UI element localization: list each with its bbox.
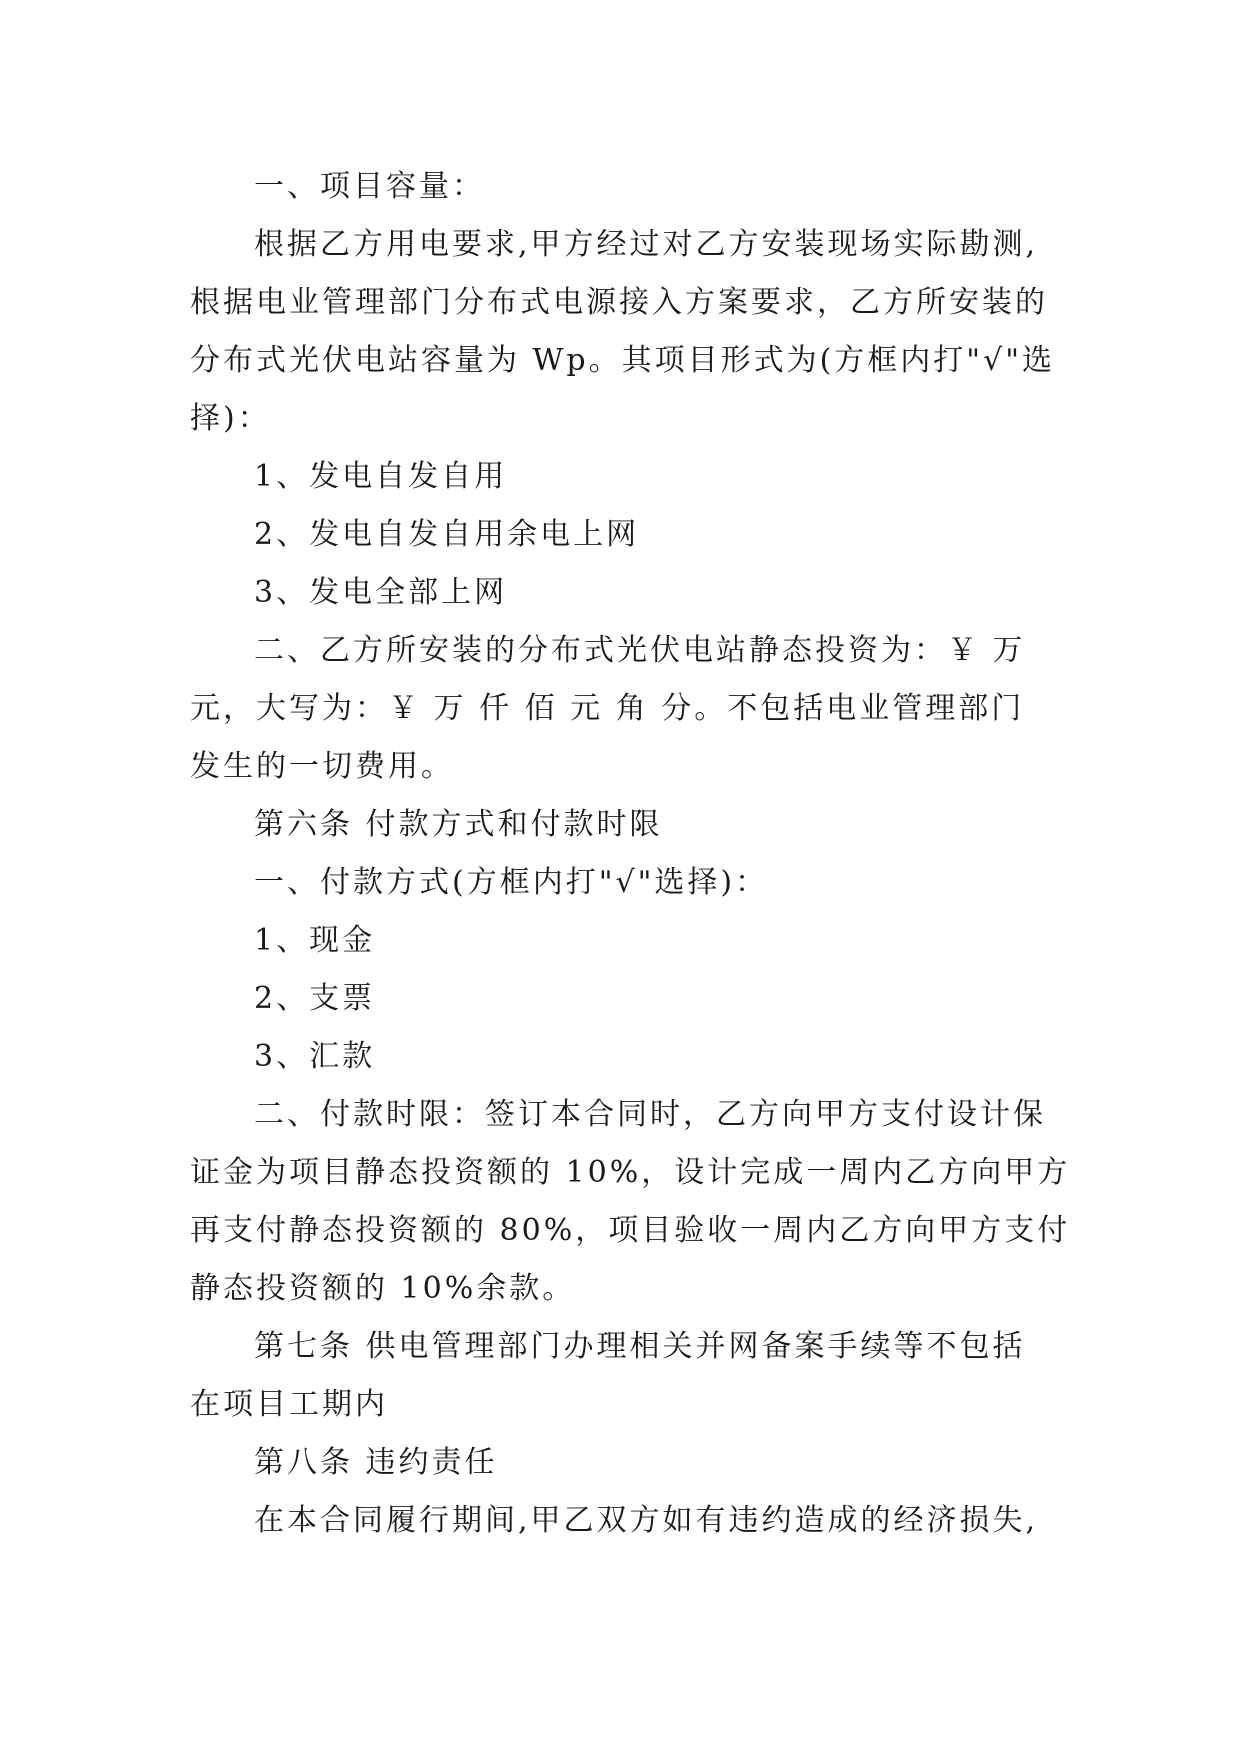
- text-line: 1、发电自发自用: [254, 459, 508, 494]
- text-line: 根据电业管理部门分布式电源接入方案要求，乙方所安装的: [190, 285, 1048, 320]
- text-line: 2、发电自发自用余电上网: [254, 517, 640, 552]
- text-line: 发生的一切费用。: [190, 749, 454, 784]
- text-line: 元，大写为：￥ 万 仟 佰 元 角 分。不包括电业管理部门: [190, 691, 1025, 726]
- text-line: 在本合同履行期间,甲乙双方如有违约造成的经济损失,: [254, 1503, 1039, 1538]
- text-line: 第六条 付款方式和付款时限: [254, 807, 663, 842]
- text-line: 一、付款方式(方框内打"√"选择)：: [254, 865, 769, 900]
- text-line: 分布式光伏电站容量为 Wp。其项目形式为(方框内打"√"选: [190, 343, 1055, 378]
- text-line: 择)：: [190, 401, 271, 436]
- text-line: 在项目工期内: [190, 1387, 388, 1422]
- document-body: [190, 158, 1090, 1550]
- paragraph: [190, 1318, 1090, 1434]
- paragraph: [190, 1492, 1090, 1550]
- text-line: 1、现金: [254, 923, 376, 958]
- paragraph: [190, 448, 1090, 506]
- paragraph: [190, 216, 1090, 448]
- text-line: 二、乙方所安装的分布式光伏电站静态投资为：￥ 万: [254, 633, 1026, 668]
- text-line: 根据乙方用电要求,甲方经过对乙方安装现场实际勘测,: [254, 227, 1039, 262]
- text-line: 再支付静态投资额的 80%，项目验收一周内乙方向甲方支付: [190, 1213, 1071, 1248]
- paragraph: [190, 622, 1090, 796]
- paragraph: [190, 158, 1090, 216]
- paragraph: [190, 970, 1090, 1028]
- paragraph: [190, 912, 1090, 970]
- paragraph: [190, 854, 1090, 912]
- text-line: 一、项目容量：: [254, 169, 485, 204]
- paragraph: [190, 564, 1090, 622]
- text-line: 2、支票: [254, 981, 376, 1016]
- text-line: 3、发电全部上网: [254, 575, 508, 610]
- paragraph: [190, 506, 1090, 564]
- paragraph: [190, 796, 1090, 854]
- text-line: 3、汇款: [254, 1039, 376, 1074]
- text-line: 第八条 违约责任: [254, 1445, 498, 1480]
- paragraph: [190, 1434, 1090, 1492]
- text-line: 证金为项目静态投资额的 10%，设计完成一周内乙方向甲方: [190, 1155, 1071, 1190]
- paragraph: [190, 1028, 1090, 1086]
- text-line: 第七条 供电管理部门办理相关并网备案手续等不包括: [254, 1329, 1026, 1364]
- text-line: 静态投资额的 10%余款。: [190, 1271, 576, 1306]
- paragraph: [190, 1086, 1090, 1318]
- text-line: 二、付款时限：签订本合同时，乙方向甲方支付设计保: [254, 1097, 1046, 1132]
